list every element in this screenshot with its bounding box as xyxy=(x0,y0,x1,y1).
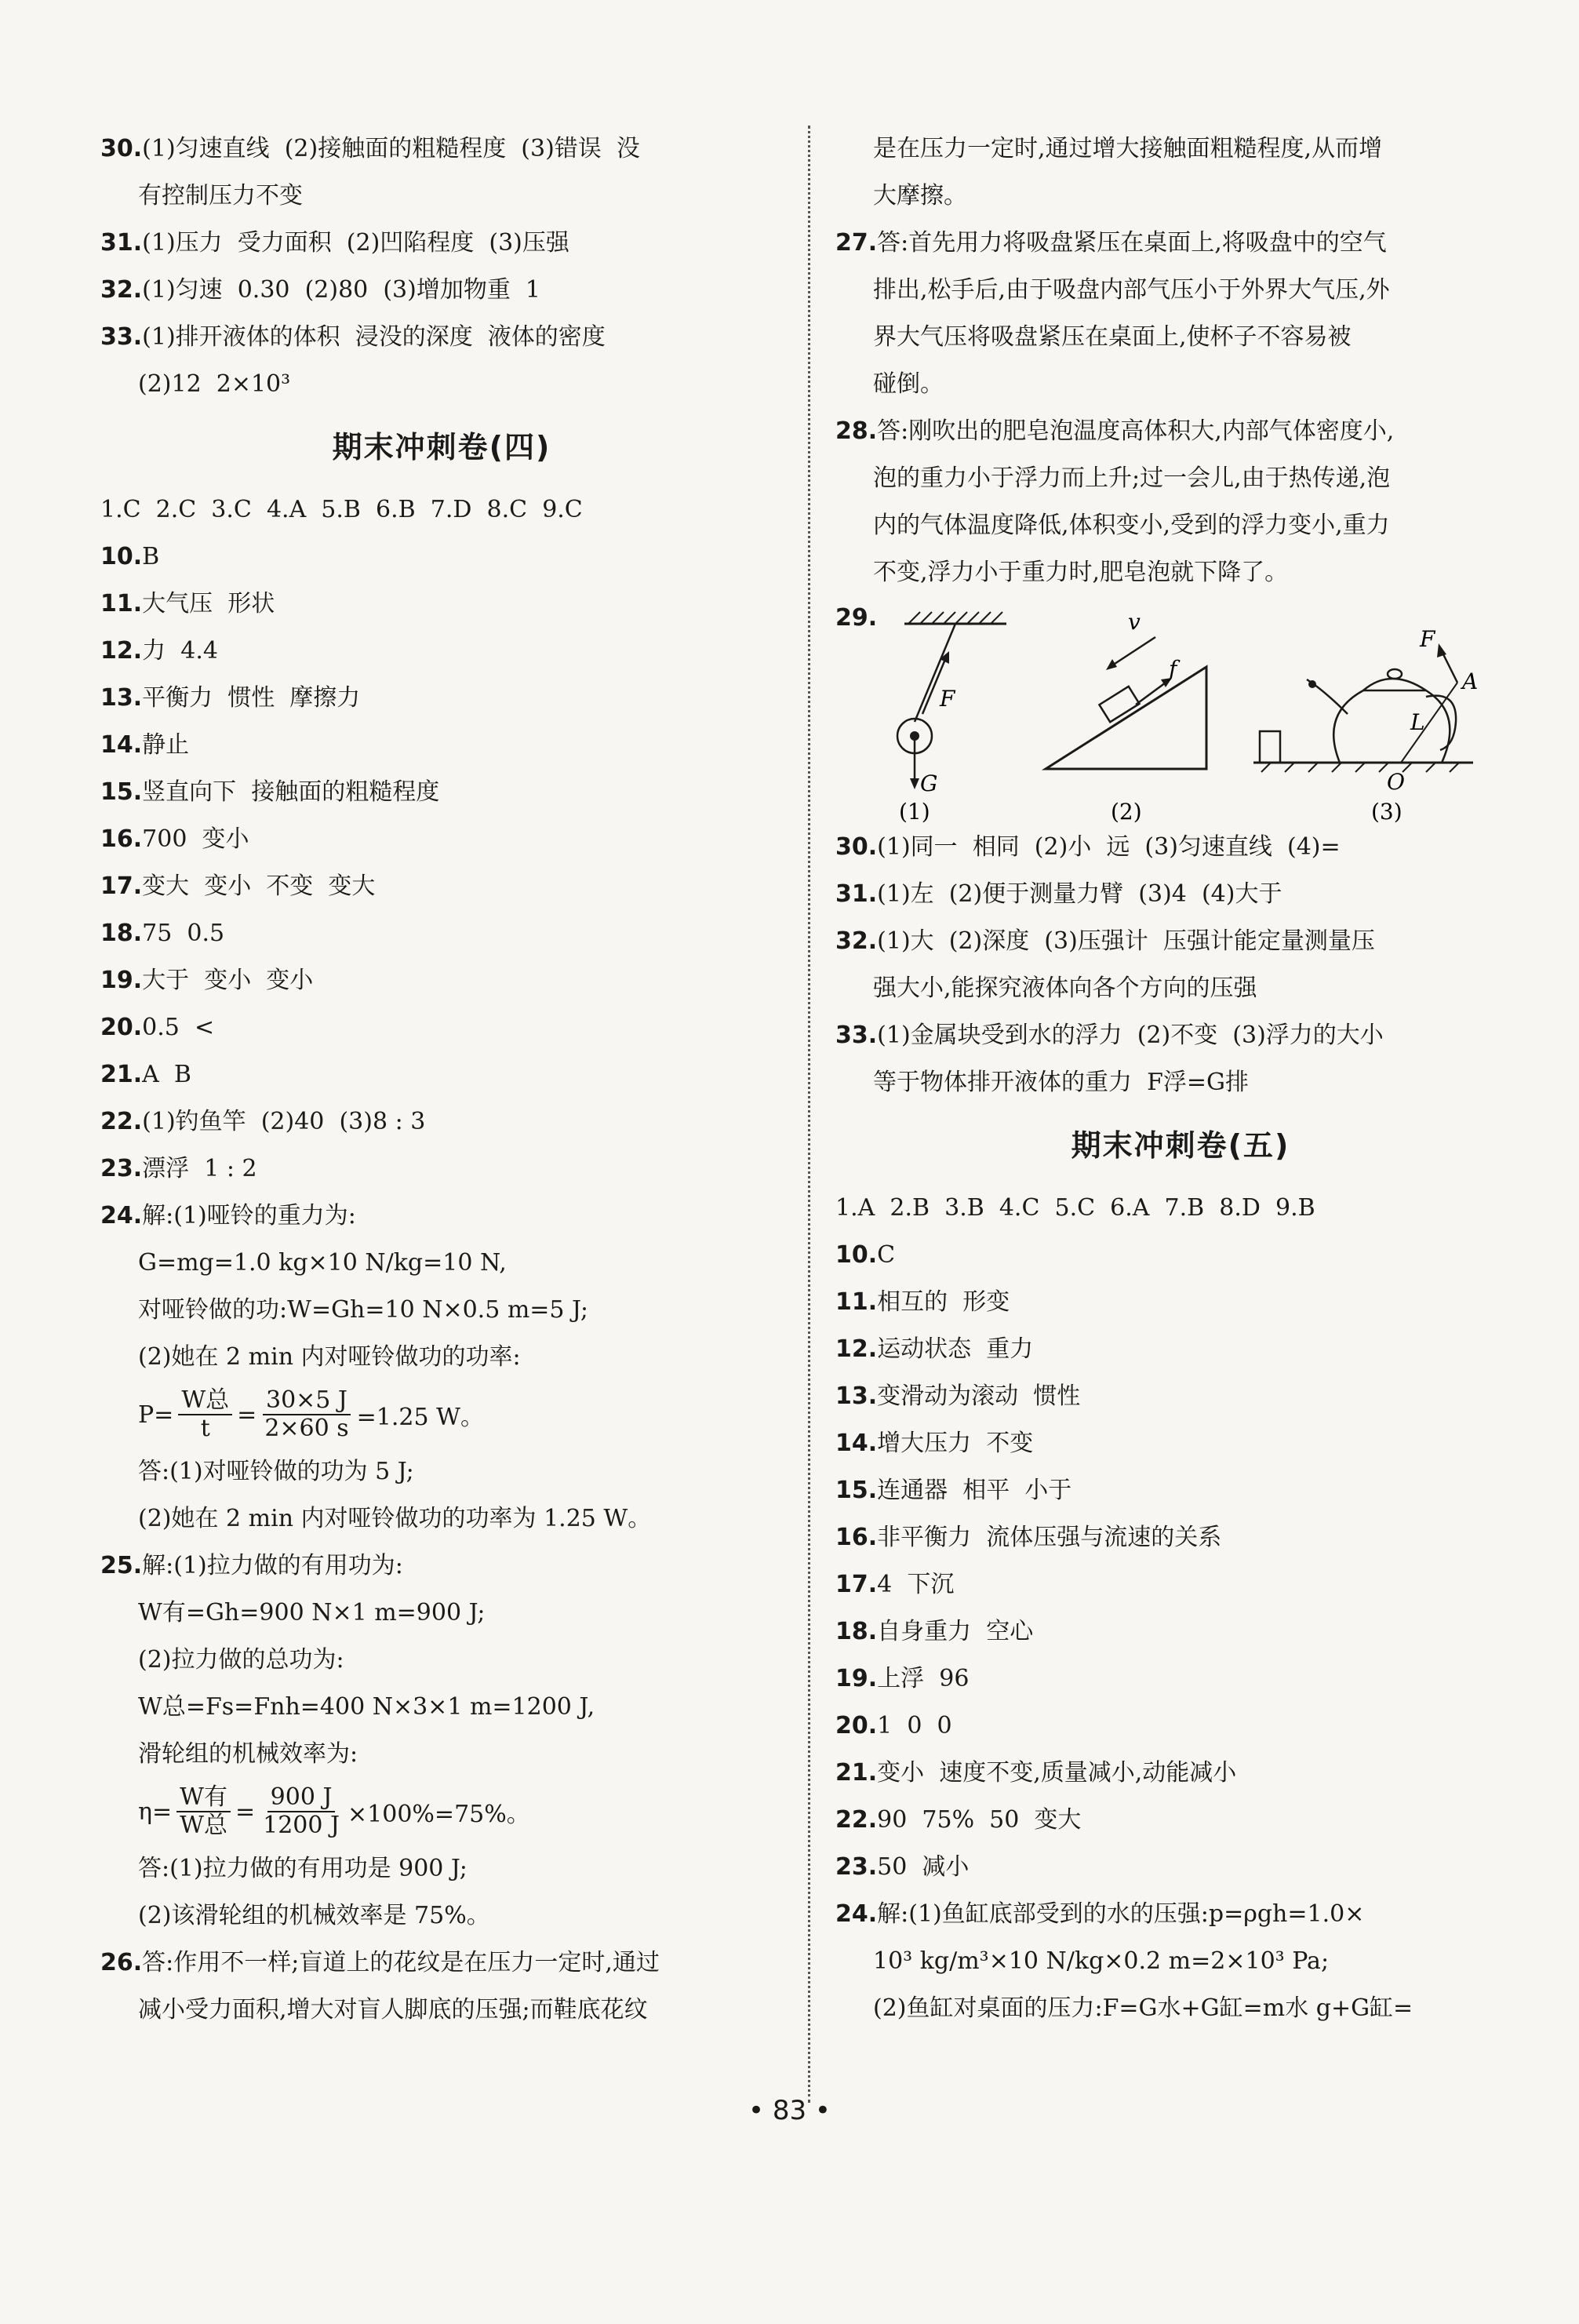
answer-text: C xyxy=(877,1241,896,1269)
question-number: 15. xyxy=(835,1477,878,1504)
answer-text: 上浮 96 xyxy=(877,1665,970,1692)
answer-text: 界大气压将吸盘紧压在桌面上,使杯子不容易被 xyxy=(873,323,1352,351)
answer-text: 强大小,能探究液体向各个方向的压强 xyxy=(873,974,1257,1002)
answer-line xyxy=(100,1098,783,1146)
answer-text: 减小受力面积,增大对盲人脚底的压强;而鞋底花纹 xyxy=(138,1996,648,2023)
answer-continuation xyxy=(835,173,1526,220)
answer-text: 1.C 2.C 3.C 4.A 5.B 6.B 7.D 8.C 9.C xyxy=(100,496,583,523)
label-v: v xyxy=(1128,609,1141,635)
answer-line xyxy=(835,220,1526,267)
left-column xyxy=(100,126,783,2034)
answer-text: 平衡力 惯性 摩擦力 xyxy=(142,684,361,712)
formula-prefix: P= xyxy=(138,1401,174,1429)
answer-continuation xyxy=(835,1985,1526,2032)
answer-text: A B xyxy=(142,1061,191,1088)
answer-text: 大气压 形状 xyxy=(142,590,275,617)
answer-line xyxy=(835,408,1526,455)
choice-answers xyxy=(835,1185,1526,1232)
label-f: f xyxy=(1169,656,1177,682)
question-number: 24. xyxy=(100,1202,143,1229)
question-number: 10. xyxy=(835,1241,878,1269)
question-number: 12. xyxy=(835,1335,878,1363)
answer-continuation xyxy=(835,1938,1526,1985)
question-number: 30. xyxy=(100,135,143,162)
answer-text: W总=Fs=Fnh=400 N×3×1 m=1200 J, xyxy=(138,1693,595,1721)
label-G: G xyxy=(920,770,938,796)
answer-text: (2)鱼缸对桌面的压力:F=G水+G缸=m水 g+G缸= xyxy=(873,1994,1413,2022)
question-number: 27. xyxy=(835,229,878,257)
numerator: 900 J xyxy=(267,1784,336,1812)
figure-2-caption: (2) xyxy=(1111,799,1142,824)
answer-line xyxy=(100,675,783,722)
column-divider xyxy=(808,126,810,2103)
label-A: A xyxy=(1462,668,1479,694)
question-number: 13. xyxy=(100,684,143,712)
answer-line xyxy=(100,220,783,267)
answer-text: 相互的 形变 xyxy=(877,1288,1010,1316)
section-title: 期末冲刺卷(五) xyxy=(1071,1128,1290,1163)
answer-text: 自身重力 空心 xyxy=(877,1618,1034,1645)
answer-text: G=mg=1.0 kg×10 N/kg=10 N, xyxy=(138,1249,507,1277)
answer-text: 滑轮组的机械效率为: xyxy=(138,1740,358,1768)
answer-line xyxy=(835,1326,1526,1373)
answer-continuation xyxy=(835,314,1526,361)
answer-line xyxy=(835,1750,1526,1797)
answer-line xyxy=(835,871,1526,918)
answer-continuation xyxy=(835,1059,1526,1106)
answer-text: 竖直向下 接触面的粗糙程度 xyxy=(142,778,440,806)
answer-text: W有=Gh=900 N×1 m=900 J; xyxy=(138,1599,486,1626)
fraction-formula xyxy=(100,1778,783,1845)
fraction xyxy=(176,1784,231,1839)
answer-line xyxy=(100,1940,783,1987)
answer-text: 答:首先用力将吸盘紧压在桌面上,将吸盘中的空气 xyxy=(877,229,1387,257)
answer-line xyxy=(835,918,1526,965)
question-number: 24. xyxy=(835,1900,878,1928)
label-L: L xyxy=(1410,709,1425,735)
question-number: 20. xyxy=(835,1712,878,1739)
answer-line xyxy=(835,1797,1526,1844)
answer-continuation xyxy=(835,549,1526,596)
answer-text: 连通器 相平 小于 xyxy=(877,1477,1072,1504)
figure-1-caption: (1) xyxy=(899,799,930,824)
question-number: 20. xyxy=(100,1014,143,1041)
answer-continuation xyxy=(100,1334,783,1381)
question-number: 22. xyxy=(100,1108,143,1135)
question-number: 18. xyxy=(100,920,143,947)
answer-line xyxy=(100,769,783,816)
fraction xyxy=(260,1784,343,1839)
denominator: t xyxy=(200,1415,210,1442)
answer-line xyxy=(100,863,783,910)
question-number: 13. xyxy=(835,1382,878,1410)
answer-line xyxy=(100,1146,783,1193)
answer-text: 碰倒。 xyxy=(873,370,944,398)
answer-line xyxy=(835,1703,1526,1750)
answer-line xyxy=(835,1012,1526,1059)
answer-continuation xyxy=(100,1637,783,1684)
answer-line xyxy=(835,1561,1526,1608)
numerator: 30×5 J xyxy=(263,1387,351,1415)
question-number: 30. xyxy=(835,833,878,861)
answer-continuation xyxy=(100,1240,783,1287)
answer-line xyxy=(100,1543,783,1590)
question-number: 33. xyxy=(835,1022,878,1049)
answer-text: 75 0.5 xyxy=(142,920,225,947)
denominator: 1200 J xyxy=(263,1812,340,1839)
answer-line xyxy=(100,722,783,769)
formula-equals: = xyxy=(237,1401,257,1429)
question-number: 26. xyxy=(100,1949,143,1976)
answer-text: 10³ kg/m³×10 N/kg×0.2 m=2×10³ Pa; xyxy=(873,1947,1330,1975)
answer-continuation xyxy=(100,1987,783,2034)
answer-line xyxy=(835,1656,1526,1703)
formula-prefix: η= xyxy=(138,1798,173,1826)
answer-line xyxy=(835,1891,1526,1938)
right-column xyxy=(835,126,1526,2032)
answer-continuation xyxy=(835,455,1526,502)
question-number: 23. xyxy=(100,1155,143,1182)
answer-text: 内的气体温度降低,体积变小,受到的浮力变小,重力 xyxy=(873,512,1390,539)
question-number: 19. xyxy=(100,967,143,994)
answer-line xyxy=(100,628,783,675)
answer-text: 增大压力 不变 xyxy=(877,1430,1034,1457)
answer-text: 变大 变小 不变 变大 xyxy=(142,872,376,900)
numerator: W总 xyxy=(178,1387,232,1415)
question-number: 18. xyxy=(835,1618,878,1645)
answer-line xyxy=(100,957,783,1004)
answer-continuation xyxy=(100,1731,783,1778)
answer-text: 解:(1)哑铃的重力为: xyxy=(142,1202,356,1229)
answer-continuation xyxy=(100,1684,783,1731)
answer-text: 答:(1)拉力做的有用功是 900 J; xyxy=(138,1855,468,1882)
answer-line xyxy=(100,1004,783,1051)
answer-continuation xyxy=(100,1495,783,1543)
question-number: 31. xyxy=(100,229,143,257)
answer-text: (1)同一 相同 (2)小 远 (3)匀速直线 (4)= xyxy=(877,833,1341,861)
question-number: 32. xyxy=(835,927,878,955)
question-number: 11. xyxy=(100,590,143,617)
answer-continuation xyxy=(100,1892,783,1940)
answer-text: (2)她在 2 min 内对哑铃做功的功率: xyxy=(138,1343,521,1371)
answer-text: 答:刚吹出的肥皂泡温度高体积大,内部气体密度小, xyxy=(877,417,1395,445)
answer-line xyxy=(835,1279,1526,1326)
question-number: 33. xyxy=(100,323,143,351)
force-diagrams xyxy=(877,596,1520,824)
answer-text: 排出,松手后,由于吸盘内部气压小于外界大气压,外 xyxy=(873,276,1390,304)
answer-text: 90 75% 50 变大 xyxy=(877,1806,1082,1834)
question-number: 23. xyxy=(835,1853,878,1881)
question-number: 31. xyxy=(835,880,878,908)
question-number: 14. xyxy=(100,731,143,759)
answer-text: 漂浮 1 : 2 xyxy=(142,1155,257,1182)
fraction-formula xyxy=(100,1381,783,1448)
answer-line xyxy=(835,1608,1526,1656)
question-number: 28. xyxy=(835,417,878,445)
answer-text: 有控制压力不变 xyxy=(138,182,303,209)
answer-text: 解:(1)拉力做的有用功为: xyxy=(142,1552,403,1579)
answer-continuation xyxy=(835,126,1526,173)
question-number: 12. xyxy=(100,637,143,665)
formula-result: ×100%=75%。 xyxy=(347,1801,530,1828)
answer-text: 1.A 2.B 3.B 4.C 5.C 6.A 7.B 8.D 9.B xyxy=(835,1194,1315,1222)
answer-continuation xyxy=(835,361,1526,408)
answer-text: 力 4.4 xyxy=(142,637,218,665)
figure-3-teapot xyxy=(1253,626,1478,824)
answer-continuation xyxy=(100,1845,783,1892)
answer-line xyxy=(100,1193,783,1240)
answer-continuation xyxy=(100,1590,783,1637)
question-number: 16. xyxy=(835,1524,878,1551)
answer-text: (2)12 2×10³ xyxy=(138,370,291,398)
answer-text: 解:(1)鱼缸底部受到的水的压强:p=ρgh=1.0× xyxy=(877,1900,1365,1928)
answer-text: (2)拉力做的总功为: xyxy=(138,1646,344,1674)
answer-text: 非平衡力 流体压强与流速的关系 xyxy=(877,1524,1222,1551)
denominator: 2×60 s xyxy=(264,1415,349,1442)
question-number: 21. xyxy=(100,1061,143,1088)
denominator: W总 xyxy=(180,1812,227,1839)
section-title: 期末冲刺卷(四) xyxy=(332,430,551,464)
question-number: 32. xyxy=(100,276,143,304)
answer-line xyxy=(100,816,783,863)
answer-text: 大于 变小 变小 xyxy=(142,967,314,994)
numerator: W有 xyxy=(176,1784,231,1812)
answer-text: (2)她在 2 min 内对哑铃做功的功率为 1.25 W。 xyxy=(138,1505,652,1532)
label-F: F xyxy=(940,686,955,712)
answer-continuation xyxy=(835,502,1526,549)
answer-text: (1)左 (2)便于测量力臂 (3)4 (4)大于 xyxy=(877,880,1282,908)
question-29-figures xyxy=(835,596,1526,824)
figure-3-caption: (3) xyxy=(1371,799,1403,824)
question-number: 25. xyxy=(100,1552,143,1579)
figure-2-incline xyxy=(1046,609,1206,824)
answer-continuation xyxy=(100,361,783,408)
answer-text: 50 减小 xyxy=(877,1853,970,1881)
answer-text: 4 下沉 xyxy=(877,1571,955,1598)
answer-line xyxy=(100,1051,783,1098)
answer-text: 泡的重力小于浮力而上升;过一会儿,由于热传递,泡 xyxy=(873,464,1391,492)
answer-line xyxy=(835,1514,1526,1561)
answer-continuation xyxy=(835,965,1526,1012)
fraction xyxy=(178,1387,232,1442)
answer-line xyxy=(835,1232,1526,1279)
fraction xyxy=(261,1387,351,1442)
answer-text: 0.5 < xyxy=(142,1014,215,1041)
answer-line xyxy=(835,1844,1526,1891)
answer-text: (1)排开液体的体积 浸没的深度 液体的密度 xyxy=(142,323,606,351)
answer-line xyxy=(100,314,783,361)
label-F-teapot: F xyxy=(1420,626,1435,652)
answer-text: 对哑铃做的功:W=Gh=10 N×0.5 m=5 J; xyxy=(138,1296,588,1324)
figure-1-pulley xyxy=(897,612,1006,824)
answer-line xyxy=(100,267,783,314)
question-number: 19. xyxy=(835,1665,878,1692)
answer-line xyxy=(100,126,783,173)
question-number: 14. xyxy=(835,1430,878,1457)
question-number: 21. xyxy=(835,1759,878,1787)
answer-text: (2)该滑轮组的机械效率是 75%。 xyxy=(138,1902,490,1929)
answer-text: 是在压力一定时,通过增大接触面粗糙程度,从而增 xyxy=(873,135,1383,162)
page-number: • 83 • xyxy=(748,2095,831,2126)
question-number: 29. xyxy=(835,604,878,632)
answer-text: (1)大 (2)深度 (3)压强计 压强计能定量测量压 xyxy=(877,927,1375,955)
answer-text: 700 变小 xyxy=(142,825,249,853)
answer-text: 不变,浮力小于重力时,肥皂泡就下降了。 xyxy=(873,559,1289,586)
answer-text: B xyxy=(142,543,160,570)
answer-continuation xyxy=(835,267,1526,314)
formula-equals: = xyxy=(235,1798,256,1826)
answer-line xyxy=(835,1373,1526,1420)
question-number: 17. xyxy=(100,872,143,900)
answer-text: (1)钓鱼竿 (2)40 (3)8 : 3 xyxy=(142,1108,426,1135)
answer-text: 答:(1)对哑铃做的功为 5 J; xyxy=(138,1458,414,1485)
question-number: 15. xyxy=(100,778,143,806)
answer-text: 等于物体排开液体的重力 F浮=G排 xyxy=(873,1069,1249,1096)
answer-text: 静止 xyxy=(142,731,190,759)
answer-text: (1)压力 受力面积 (2)凹陷程度 (3)压强 xyxy=(142,229,569,257)
question-number: 17. xyxy=(835,1571,878,1598)
question-number: 11. xyxy=(835,1288,878,1316)
answer-line xyxy=(100,910,783,957)
answer-text: (1)金属块受到水的浮力 (2)不变 (3)浮力的大小 xyxy=(877,1022,1384,1049)
answer-text: (1)匀速直线 (2)接触面的粗糙程度 (3)错误 没 xyxy=(142,135,640,162)
answer-text: 大摩擦。 xyxy=(873,182,967,209)
answer-continuation xyxy=(100,1287,783,1334)
answer-text: 运动状态 重力 xyxy=(877,1335,1034,1363)
answer-line xyxy=(835,1467,1526,1514)
question-number: 16. xyxy=(100,825,143,853)
choice-answers xyxy=(100,486,783,534)
answer-line xyxy=(835,824,1526,871)
answer-line xyxy=(835,1420,1526,1467)
label-O: O xyxy=(1387,769,1406,795)
answer-text: 变滑动为滚动 惯性 xyxy=(877,1382,1081,1410)
answer-text: (1)匀速 0.30 (2)80 (3)增加物重 1 xyxy=(142,276,540,304)
answer-text: 答:作用不一样;盲道上的花纹是在压力一定时,通过 xyxy=(142,1949,660,1976)
answer-text: 变小 速度不变,质量减小,动能减小 xyxy=(877,1759,1237,1787)
answer-text: 1 0 0 xyxy=(877,1712,952,1739)
answer-line xyxy=(100,534,783,581)
question-number: 10. xyxy=(100,543,143,570)
answer-continuation xyxy=(100,1448,783,1495)
question-number: 22. xyxy=(835,1806,878,1834)
answer-line xyxy=(100,581,783,628)
formula-result: =1.25 W。 xyxy=(356,1404,484,1431)
answer-continuation xyxy=(100,173,783,220)
